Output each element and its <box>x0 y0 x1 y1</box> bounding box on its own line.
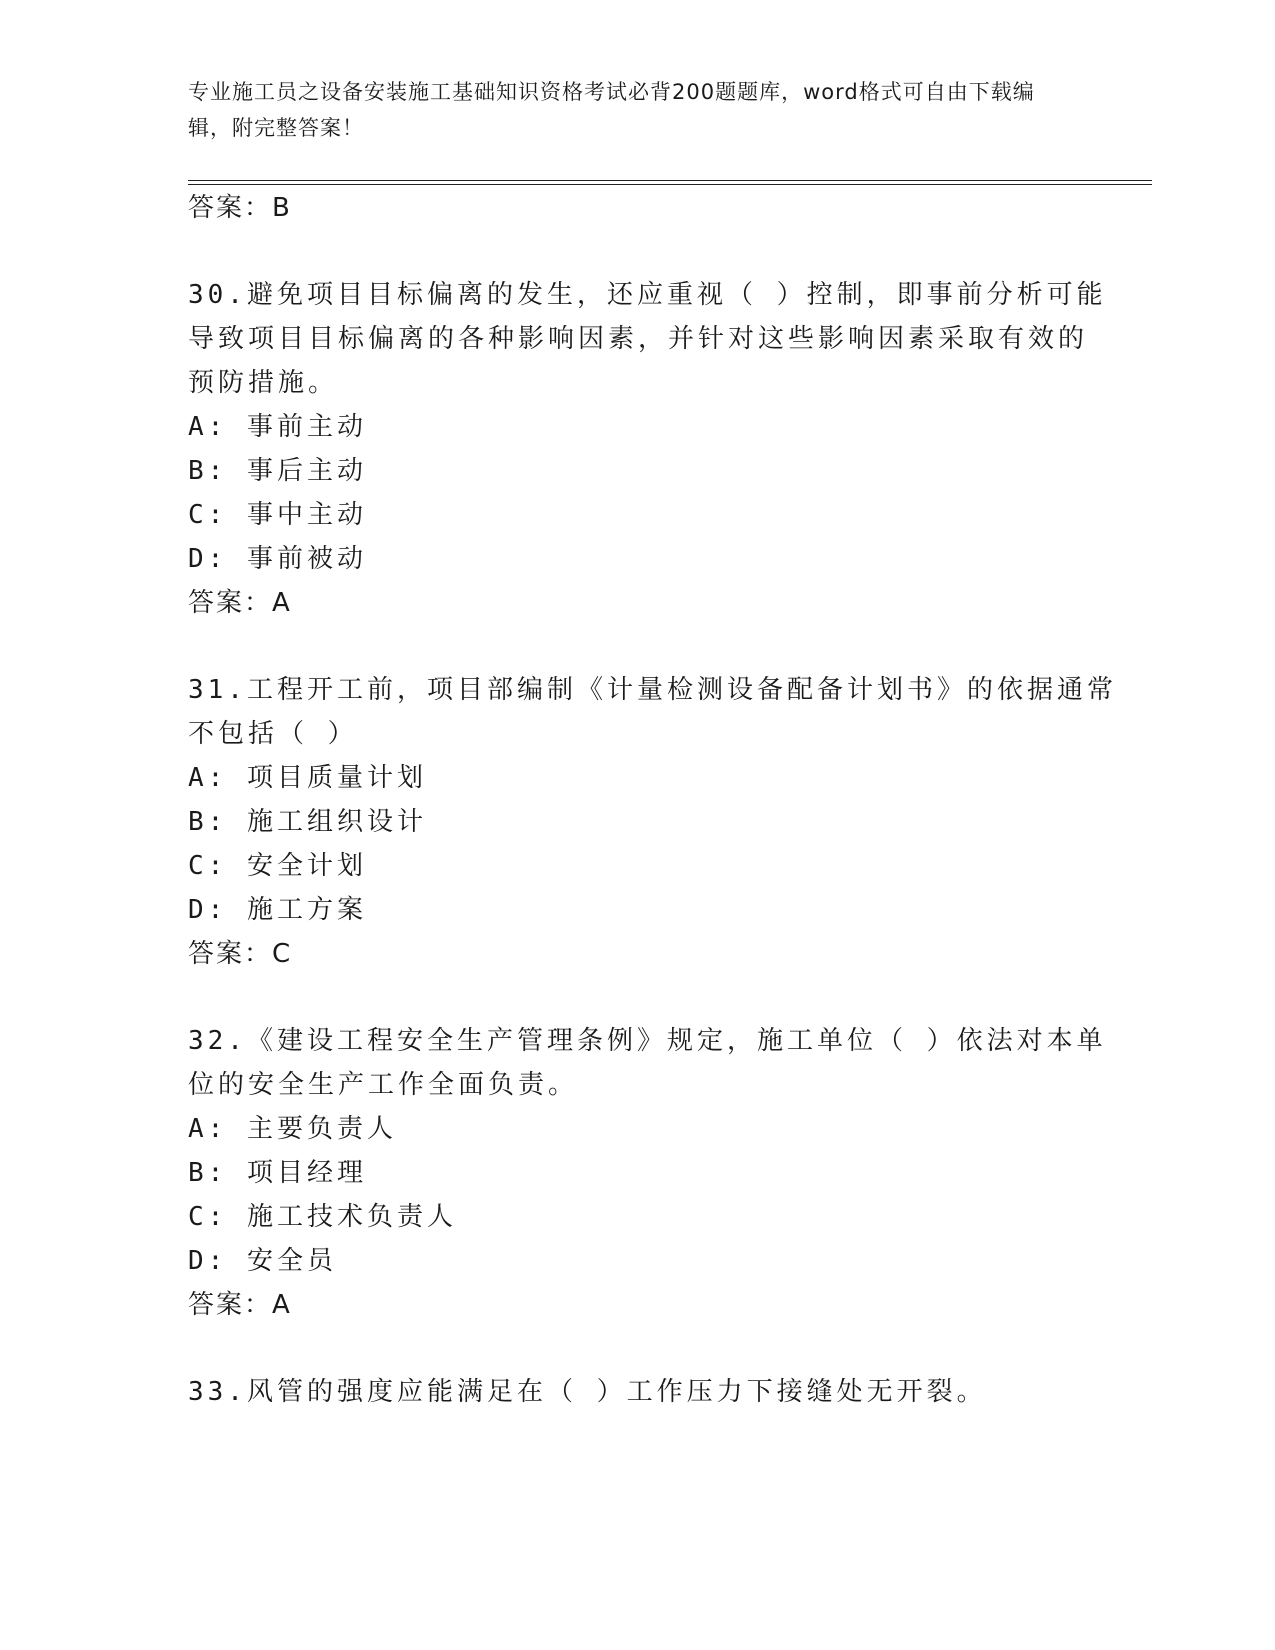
document-header: 专业施工员之设备安装施工基础知识资格考试必背200题题库，word格式可自由下载编辑，附完整答案！ <box>188 80 1035 140</box>
question-32-option-b: B: 项目经理 <box>188 1158 367 1188</box>
question-31-line-2: 不包括（ ） <box>188 719 358 749</box>
question-30-option-d: D: 事前被动 <box>188 544 367 574</box>
answer-32: 答案：A <box>188 1290 292 1320</box>
question-30-line-1: 30.避免项目目标偏离的发生，还应重视（ ）控制，即事前分析可能 <box>188 280 1107 310</box>
question-30-line-3: 预防措施。 <box>188 368 339 398</box>
question-32-line-1: 32.《建设工程安全生产管理条例》规定，施工单位（ ）依法对本单 <box>188 1026 1107 1056</box>
question-32-option-a: A: 主要负责人 <box>188 1114 397 1144</box>
question-31-option-c: C: 安全计划 <box>188 851 367 881</box>
header-rule-bottom <box>188 184 1152 185</box>
question-33-line-1: 33.风管的强度应能满足在（ ）工作压力下接缝处无开裂。 <box>188 1377 987 1407</box>
answer-31: 答案：C <box>188 939 293 969</box>
header-rule-top <box>188 180 1152 181</box>
answer-29: 答案：B <box>188 193 292 223</box>
question-30-option-c: C: 事中主动 <box>188 500 367 530</box>
question-31-option-a: A: 项目质量计划 <box>188 763 427 793</box>
question-31-option-b: B: 施工组织设计 <box>188 807 427 837</box>
question-32-line-2: 位的安全生产工作全面负责。 <box>188 1070 579 1100</box>
question-31-line-1: 31.工程开工前，项目部编制《计量检测设备配备计划书》的依据通常 <box>188 675 1117 705</box>
question-31-option-d: D: 施工方案 <box>188 895 367 925</box>
question-32-option-c: C: 施工技术负责人 <box>188 1202 457 1232</box>
question-30-option-a: A: 事前主动 <box>188 412 367 442</box>
question-30-option-b: B: 事后主动 <box>188 456 367 486</box>
question-32-option-d: D: 安全员 <box>188 1246 337 1276</box>
question-30-line-2: 导致项目目标偏离的各种影响因素，并针对这些影响因素采取有效的 <box>188 324 1089 354</box>
answer-30: 答案：A <box>188 588 292 618</box>
